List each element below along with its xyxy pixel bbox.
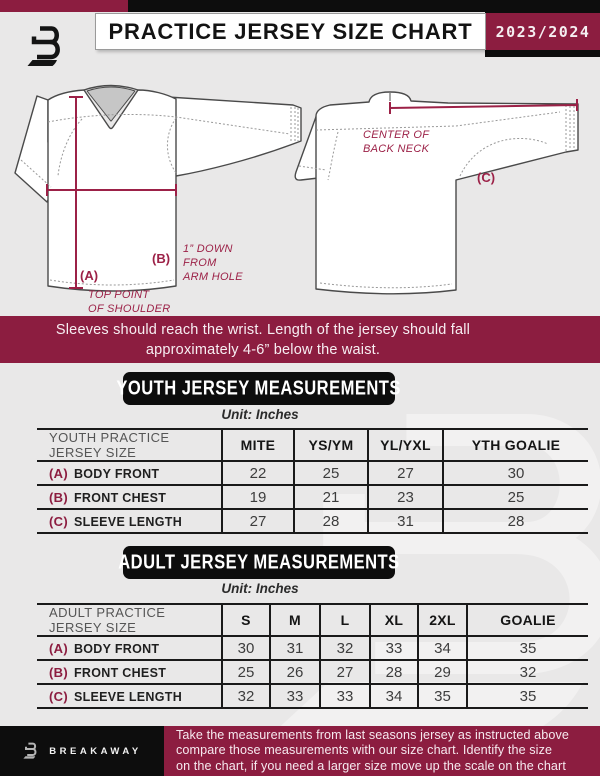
cell-value: 26 [270,660,320,684]
cell-value: 34 [370,684,418,708]
footer-line-1: Take the measurements from last seasons jersey as instructed above [176,727,569,742]
col-yl-yxl: YL/YXL [368,429,443,461]
adult-size-table [37,603,588,709]
cell-value: 25 [222,660,270,684]
cell-value: 28 [294,509,368,533]
row-key: (C) [49,688,68,704]
cell-value: 31 [270,636,320,660]
row-label: SLEEVE LENGTH [73,689,183,704]
cell-value: 25 [294,461,368,485]
cell-value: 32 [222,684,270,708]
cell-value: 31 [368,509,443,533]
cell-value: 30 [443,461,588,485]
cell-value: 19 [222,485,294,509]
note-down-from-armhole: 1” DOWN FROM ARM HOLE [183,243,243,283]
breakaway-footer-logo [22,739,42,763]
col-m: M [270,604,320,636]
cell-value: 27 [320,660,370,684]
col-mite: MITE [222,429,294,461]
youth-sleeve-length-row [37,509,588,533]
cell-value: 35 [418,684,467,708]
logo-base-swoosh [28,60,58,66]
cell-value: 29 [418,660,467,684]
season-label: 2023/2024 [495,22,591,41]
row-key: (A) [49,465,68,481]
cell-value: 23 [368,485,443,509]
page-title: PRACTICE JERSEY SIZE CHART [108,18,473,44]
back-jersey-diagram [295,92,578,294]
youth-table-header-row [37,429,588,461]
adult-table-title: ADULT PRACTICE JERSEY SIZE [49,605,166,635]
row-label: SLEEVE LENGTH [73,514,183,529]
top-maroon-strip [0,0,128,12]
adult-body-front-row [37,636,588,660]
cell-value: 30 [222,636,270,660]
col-2xl: 2XL [418,604,467,636]
row-label: BODY FRONT [73,466,160,481]
col-l: L [320,604,370,636]
adult-table-header-row [37,604,588,636]
page-title-box [95,13,486,50]
cell-value: 27 [222,509,294,533]
adult-unit-label: Unit: Inches [221,581,299,596]
youth-unit-label: Unit: Inches [221,407,299,422]
row-label: FRONT CHEST [73,490,167,505]
cell-value: 33 [270,684,320,708]
cell-value: 32 [467,660,588,684]
row-key: (C) [49,513,68,529]
label-c: (C) [477,170,496,185]
adult-sleeve-length-row [37,684,588,708]
brand-name: BREAKAWAY [49,745,142,757]
footer-instructions [164,726,600,776]
col-goalie: GOALIE [467,604,588,636]
youth-section-heading: YOUTH JERSEY MEASUREMENTS [123,372,395,405]
youth-front-chest-row [37,485,588,509]
cell-value: 25 [443,485,588,509]
cell-value: 35 [467,684,588,708]
footer-line-2: compare those measurements with our size chart. Identify the size [176,743,553,758]
note-center-of-back-neck: CENTER OF BACK NECK [363,129,430,155]
cell-value: 33 [320,684,370,708]
row-key: (A) [49,640,68,656]
cell-value: 28 [443,509,588,533]
cell-value: 34 [418,636,467,660]
footer-line-3: on the chart, if you need a larger size move up the scale on the chart [176,758,566,773]
cell-value: 21 [294,485,368,509]
col-s: S [222,604,270,636]
youth-body-front-row [37,461,588,485]
banner-line-2: approximately 4-6” below the waist. [145,341,381,358]
footer-brand-block [0,726,164,776]
adult-front-chest-row [37,660,588,684]
label-a: (A) [80,268,99,283]
youth-table-title: YOUTH PRACTICE JERSEY SIZE [49,430,170,460]
youth-size-table [37,428,588,534]
col-ys-ym: YS/YM [294,429,368,461]
cell-value: 22 [222,461,294,485]
col-yth-goalie: YTH GOALIE [443,429,588,461]
adult-section-heading: ADULT JERSEY MEASUREMENTS [123,546,395,579]
row-label: BODY FRONT [73,641,160,656]
fit-instruction-banner [0,316,600,363]
row-key: (B) [49,664,68,680]
col-xl: XL [370,604,418,636]
cell-value: 32 [320,636,370,660]
row-label: FRONT CHEST [73,665,167,680]
label-b: (B) [152,251,171,266]
note-top-point-of-shoulder: TOP POINT OF SHOULDER [88,289,171,315]
row-key: (B) [49,489,68,505]
cell-value: 33 [370,636,418,660]
top-black-strip [128,0,600,12]
cell-value: 27 [368,461,443,485]
banner-line-1: Sleeves should reach the wrist. Length of the jersey should fall [55,321,471,338]
cell-value: 35 [467,636,588,660]
cell-value: 28 [370,660,418,684]
breakaway-logo [24,19,74,75]
logo-top-bowl [34,29,57,43]
season-badge [486,13,600,50]
